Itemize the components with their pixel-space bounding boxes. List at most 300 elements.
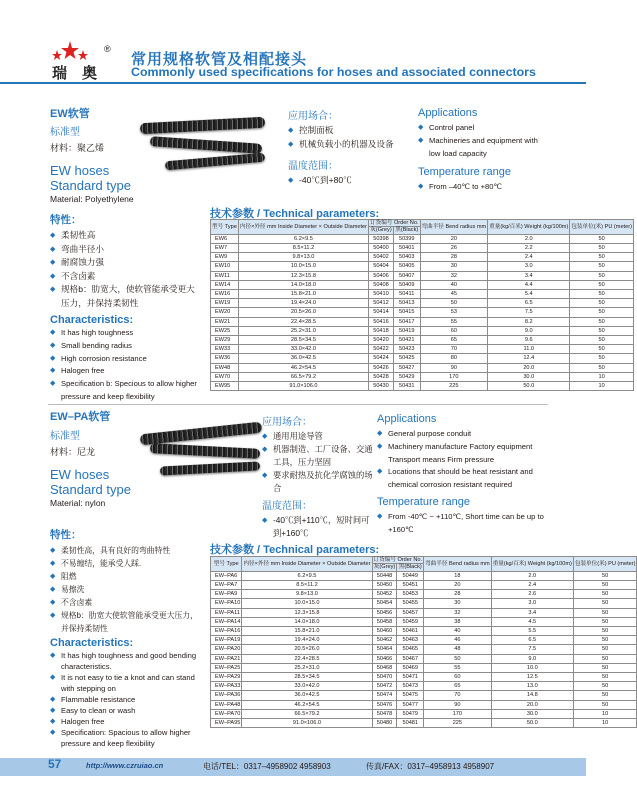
ew-features bbox=[50, 212, 200, 404]
table-cell: 8.2 bbox=[488, 317, 570, 326]
col-diameter: 内径×外径 mm Inside Diameter × Outside Diameter bbox=[238, 220, 368, 235]
section-divider bbox=[48, 404, 548, 405]
logo-char-2: 奥 bbox=[82, 64, 98, 82]
ew-app-cn-list bbox=[288, 124, 418, 151]
table-cell: 50 bbox=[573, 608, 637, 617]
ewpa-app-en-title: Applications bbox=[377, 413, 437, 425]
ew-temp-cn-list bbox=[288, 174, 418, 188]
table-cell: 55 bbox=[420, 317, 488, 326]
table-row bbox=[211, 590, 637, 599]
table-cell: EW95 bbox=[211, 382, 239, 391]
ewpa-temp-cn-list bbox=[262, 514, 374, 540]
table-cell: 5.5 bbox=[491, 627, 573, 636]
table-cell: 50 bbox=[570, 299, 634, 308]
table-cell: 50417 bbox=[393, 317, 420, 326]
table-cell: 50 bbox=[573, 663, 637, 672]
table-cell: EW–PA19 bbox=[211, 636, 242, 645]
table-cell: 50450 bbox=[372, 581, 397, 590]
table-cell: 3.0 bbox=[491, 599, 573, 608]
table-cell: 50401 bbox=[393, 244, 420, 253]
table-cell: 10.0×15.0 bbox=[242, 599, 372, 608]
table-cell: 10 bbox=[573, 719, 637, 728]
table-cell: 50 bbox=[570, 317, 634, 326]
registered-mark: ® bbox=[104, 44, 111, 54]
list-item: ◆ Specification b: Specious to allow higher pressure and keep flexibility bbox=[50, 378, 200, 404]
ewpa-features-cn-list bbox=[50, 544, 200, 635]
table-cell: 36.0×42.5 bbox=[238, 354, 368, 363]
list-item: ◆ 规格b：肋宽大使软管能承受更大压力，并保持柔韧性 bbox=[50, 609, 200, 635]
table-cell: 6.2×9.5 bbox=[242, 571, 372, 580]
table-row bbox=[211, 363, 634, 372]
table-row bbox=[211, 709, 637, 718]
table-cell: 30 bbox=[424, 599, 492, 608]
table-row bbox=[211, 345, 634, 354]
table-cell: 50407 bbox=[393, 271, 420, 280]
page-title-cn: 常用规格软管及相配接头 bbox=[131, 51, 308, 68]
table-cell: 70 bbox=[424, 691, 492, 700]
table-cell: 50 bbox=[570, 244, 634, 253]
table-cell: 12.3×15.8 bbox=[242, 608, 372, 617]
list-item: ◆ 控制面板 bbox=[288, 124, 418, 138]
ewpa-table-title: 技术参数 / Technical parameters: bbox=[210, 544, 380, 556]
table-cell: 90 bbox=[420, 363, 488, 372]
table-cell: 12.3×15.8 bbox=[238, 271, 368, 280]
table-cell: 50 bbox=[573, 571, 637, 580]
company-logo bbox=[22, 40, 117, 88]
table-cell: 3.4 bbox=[491, 608, 573, 617]
table-row bbox=[211, 299, 634, 308]
table-row bbox=[211, 336, 634, 345]
table-row bbox=[211, 617, 637, 626]
ew-table-body bbox=[211, 234, 634, 390]
ew-spec-table bbox=[210, 219, 634, 391]
table-cell: EW–PA14 bbox=[211, 617, 242, 626]
ew-material-cn: 材料：聚乙烯 bbox=[50, 143, 105, 153]
table-cell: 50411 bbox=[393, 290, 420, 299]
table-cell: 50459 bbox=[397, 617, 424, 626]
table-cell: 55 bbox=[424, 663, 492, 672]
table-row bbox=[211, 271, 634, 280]
table-cell: 50 bbox=[573, 581, 637, 590]
table-cell: 46.2×54.5 bbox=[238, 363, 368, 372]
list-item: ◆ Locations that should be heat resistant and chemical corrosion resistant required bbox=[377, 466, 547, 492]
table-cell: 50399 bbox=[393, 234, 420, 243]
table-row bbox=[211, 700, 637, 709]
table-cell: 7.5 bbox=[491, 645, 573, 654]
table-cell: 50452 bbox=[372, 590, 397, 599]
table-row bbox=[211, 663, 637, 672]
table-cell: EW6 bbox=[211, 234, 239, 243]
table-cell: EW–PA48 bbox=[211, 700, 242, 709]
ew-app-en-list bbox=[418, 122, 548, 160]
table-cell: 65 bbox=[424, 682, 492, 691]
table-cell: 45 bbox=[420, 290, 488, 299]
table-cell: 10 bbox=[570, 382, 634, 391]
table-row bbox=[211, 290, 634, 299]
table-cell: 50 bbox=[573, 654, 637, 663]
ewpa-spec-table bbox=[210, 556, 637, 728]
table-cell: 3.4 bbox=[488, 271, 570, 280]
table-cell: 6.5 bbox=[491, 636, 573, 645]
page-title-en: Commonly used specifications for hoses and associated connectors bbox=[131, 65, 536, 79]
col-bend: 弯曲半径 Bend radius mm bbox=[420, 220, 488, 235]
table-row bbox=[211, 627, 637, 636]
table-cell: 50475 bbox=[397, 691, 424, 700]
ewpa-temp-cn-title: 温度范围： bbox=[262, 501, 312, 512]
table-row bbox=[211, 262, 634, 271]
list-item: ◆ Specification: Spacious to allow higher pressure and keep flexibility bbox=[50, 727, 200, 749]
table-cell: EW20 bbox=[211, 308, 239, 317]
table-cell: 50 bbox=[570, 336, 634, 345]
table-cell: 50468 bbox=[372, 663, 397, 672]
ew-applications-en bbox=[418, 107, 548, 194]
table-cell: 50409 bbox=[393, 280, 420, 289]
table-cell: 50480 bbox=[372, 719, 397, 728]
table-cell: EW–PA25 bbox=[211, 663, 242, 672]
table-row bbox=[211, 682, 637, 691]
table-cell: 50449 bbox=[397, 571, 424, 580]
table-cell: EW–PA6 bbox=[211, 571, 242, 580]
table-cell: 50 bbox=[573, 590, 637, 599]
ewpa-features-cn-title: 特性： bbox=[50, 529, 82, 541]
table-cell: 50451 bbox=[397, 581, 424, 590]
table-cell: 170 bbox=[420, 372, 488, 381]
table-cell: EW–PA16 bbox=[211, 627, 242, 636]
table-cell: 50424 bbox=[369, 354, 394, 363]
col-type: 型号 Type bbox=[211, 557, 242, 572]
table-cell: 50427 bbox=[393, 363, 420, 372]
table-cell: 2.2 bbox=[488, 244, 570, 253]
table-cell: 50472 bbox=[372, 682, 397, 691]
table-cell: EW–PA7 bbox=[211, 581, 242, 590]
list-item: ◆ 耐腐蚀力强 bbox=[50, 256, 200, 270]
table-row bbox=[211, 571, 637, 580]
table-cell: 9.8×13.0 bbox=[242, 590, 372, 599]
ew-type-en: Standard type bbox=[50, 178, 131, 193]
table-cell: 50 bbox=[570, 262, 634, 271]
table-cell: 90 bbox=[424, 700, 492, 709]
header-divider bbox=[0, 82, 586, 84]
list-item: ◆ 柔韧性高 bbox=[50, 229, 200, 243]
table-cell: 50402 bbox=[369, 253, 394, 262]
ewpa-app-en-list bbox=[377, 428, 547, 492]
table-cell: 91.0×106.0 bbox=[238, 382, 368, 391]
table-row bbox=[211, 382, 634, 391]
table-cell: EW–PA9 bbox=[211, 590, 242, 599]
col-pu: 包装单位(米) PU (meter) bbox=[573, 557, 637, 572]
table-cell: 10.0 bbox=[491, 663, 573, 672]
table-cell: 2.6 bbox=[491, 590, 573, 599]
ewpa-app-cn-title: 应用场合： bbox=[262, 417, 312, 428]
table-row bbox=[211, 636, 637, 645]
table-row bbox=[211, 599, 637, 608]
table-cell: 50 bbox=[570, 326, 634, 335]
table-cell: 10 bbox=[573, 709, 637, 718]
list-item: ◆ General purpose conduit bbox=[377, 428, 547, 441]
table-cell: 38 bbox=[424, 617, 492, 626]
table-row bbox=[211, 691, 637, 700]
list-item: ◆ 阻燃 bbox=[50, 570, 200, 583]
table-cell: 50471 bbox=[397, 673, 424, 682]
ew-features-cn-list bbox=[50, 229, 200, 310]
list-item: ◆ 不易缠结，能承受人踩. bbox=[50, 557, 200, 570]
table-cell: 50 bbox=[570, 363, 634, 372]
list-item: ◆ -40℃到+80℃ bbox=[288, 174, 418, 188]
table-cell: 6.5 bbox=[488, 299, 570, 308]
table-cell: EW48 bbox=[211, 363, 239, 372]
table-row bbox=[211, 372, 634, 381]
col-bend: 弯曲半径 Bend radius mm bbox=[424, 557, 492, 572]
table-cell: 15.8×21.0 bbox=[238, 290, 368, 299]
table-cell: 50476 bbox=[372, 700, 397, 709]
table-cell: 50456 bbox=[372, 608, 397, 617]
table-cell: 25.2×31.0 bbox=[238, 326, 368, 335]
table-cell: 4.4 bbox=[488, 280, 570, 289]
table-cell: 50405 bbox=[393, 262, 420, 271]
col-diameter: 内径×外径 mm Inside Diameter × Outside Diameter bbox=[242, 557, 372, 572]
ewpa-name-en: EW hoses bbox=[50, 467, 110, 482]
table-cell: 50400 bbox=[369, 244, 394, 253]
table-cell: 48 bbox=[424, 645, 492, 654]
table-cell: 50 bbox=[570, 308, 634, 317]
ew-temp-en-list bbox=[418, 181, 548, 194]
table-cell: 20.5×26.0 bbox=[238, 308, 368, 317]
table-cell: 8.5×11.2 bbox=[242, 581, 372, 590]
table-cell: 50473 bbox=[397, 682, 424, 691]
table-cell: EW11 bbox=[211, 271, 239, 280]
col-black: 黑(Black) bbox=[398, 564, 422, 571]
table-cell: 50 bbox=[573, 617, 637, 626]
table-cell: EW14 bbox=[211, 280, 239, 289]
list-item: ◆ 弯曲半径小 bbox=[50, 243, 200, 257]
table-header-row bbox=[211, 557, 637, 564]
table-row bbox=[211, 317, 634, 326]
table-cell: EW–PA11 bbox=[211, 608, 242, 617]
ew-applications-cn bbox=[288, 107, 418, 188]
ewpa-material-cn: 材料：尼龙 bbox=[50, 447, 96, 457]
table-cell: EW16 bbox=[211, 290, 239, 299]
ewpa-features bbox=[50, 527, 200, 749]
list-item: ◆ From -40℃ ~ +110℃, Short time can be up to +160℃ bbox=[377, 511, 547, 537]
col-black: 黑(Black) bbox=[395, 227, 419, 234]
table-cell: EW–PA10 bbox=[211, 599, 242, 608]
table-cell: 50.0 bbox=[491, 719, 573, 728]
table-row bbox=[211, 581, 637, 590]
table-cell: 50 bbox=[573, 673, 637, 682]
ew-table-title: 技术参数 / Technical parameters: bbox=[210, 208, 380, 220]
list-item: ◆ Halogen free bbox=[50, 365, 200, 378]
ewpa-applications-en bbox=[377, 413, 547, 537]
col-weight: 重量(kg/百米) Weight (kg/100m) bbox=[491, 557, 573, 572]
table-cell: 46 bbox=[424, 636, 492, 645]
table-cell: 9.8×13.0 bbox=[238, 253, 368, 262]
list-item: ◆ It has high toughness bbox=[50, 327, 200, 340]
table-cell: 10 bbox=[570, 372, 634, 381]
table-cell: 50419 bbox=[393, 326, 420, 335]
table-cell: 50431 bbox=[393, 382, 420, 391]
list-item: ◆ 机械负载小的机器及设备 bbox=[288, 138, 418, 152]
table-cell: 53 bbox=[420, 308, 488, 317]
table-cell: 50454 bbox=[372, 599, 397, 608]
col-pu: 包装单位(米) PU (meter) bbox=[570, 220, 634, 235]
table-cell: 50422 bbox=[369, 345, 394, 354]
table-cell: 20.0 bbox=[488, 363, 570, 372]
table-row bbox=[211, 673, 637, 682]
table-cell: 50425 bbox=[393, 354, 420, 363]
table-cell: 9.0 bbox=[491, 654, 573, 663]
table-cell: EW33 bbox=[211, 345, 239, 354]
table-cell: 50469 bbox=[397, 663, 424, 672]
ewpa-type-cn: 标准型 bbox=[50, 431, 80, 442]
table-cell: EW–PA21 bbox=[211, 654, 242, 663]
table-cell: 50403 bbox=[393, 253, 420, 262]
table-cell: 40 bbox=[424, 627, 492, 636]
table-row bbox=[211, 234, 634, 243]
ew-material-en: Material: Polyethylene bbox=[50, 194, 134, 204]
table-cell: EW36 bbox=[211, 354, 239, 363]
ew-name-cn: EW软管 bbox=[50, 108, 90, 120]
table-cell: 33.0×42.0 bbox=[242, 682, 372, 691]
table-row bbox=[211, 326, 634, 335]
col-grey: 灰(Grey) bbox=[373, 564, 396, 571]
table-cell: 50415 bbox=[393, 308, 420, 317]
table-cell: 50413 bbox=[393, 299, 420, 308]
table-cell: 50426 bbox=[369, 363, 394, 372]
ew-app-en-title: Applications bbox=[418, 107, 478, 119]
table-cell: 30.0 bbox=[488, 372, 570, 381]
table-cell: 50412 bbox=[369, 299, 394, 308]
table-cell: EW–PA95 bbox=[211, 719, 242, 728]
list-item: ◆ Machineries and equipment with low load capacity bbox=[418, 135, 548, 161]
table-cell: 22.4×28.5 bbox=[238, 317, 368, 326]
table-cell: 50470 bbox=[372, 673, 397, 682]
ewpa-intro bbox=[50, 408, 200, 508]
table-cell: 28 bbox=[424, 590, 492, 599]
table-row bbox=[211, 719, 637, 728]
col-order: 订货编号 Order No. bbox=[373, 557, 423, 563]
col-grey: 灰(Grey) bbox=[370, 227, 392, 234]
list-item: ◆ High corrosion resistance bbox=[50, 353, 200, 366]
table-cell: 20 bbox=[420, 234, 488, 243]
table-cell: 50 bbox=[570, 354, 634, 363]
table-cell: 50481 bbox=[397, 719, 424, 728]
ewpa-temp-en-title: Temperature range bbox=[377, 495, 470, 508]
list-item: ◆ Halogen free bbox=[50, 716, 200, 727]
list-item: ◆ Machinery manufacture Factory equipment Transport means Firm pressure bbox=[377, 441, 547, 467]
list-item: ◆ -40℃到+110℃，短时间可到+160℃ bbox=[262, 514, 374, 540]
table-cell: 50465 bbox=[397, 645, 424, 654]
table-cell: 50 bbox=[573, 627, 637, 636]
table-cell: 40 bbox=[420, 280, 488, 289]
table-cell: 50408 bbox=[369, 280, 394, 289]
footer-fax: 传真/FAX：0317–4958913 4958907 bbox=[366, 762, 495, 771]
table-cell: 9.0 bbox=[488, 326, 570, 335]
table-cell: 50467 bbox=[397, 654, 424, 663]
table-cell: 50404 bbox=[369, 262, 394, 271]
table-row bbox=[211, 253, 634, 262]
table-cell: 50 bbox=[573, 645, 637, 654]
table-cell: 2.0 bbox=[491, 571, 573, 580]
table-cell: 50 bbox=[573, 691, 637, 700]
table-cell: 225 bbox=[420, 382, 488, 391]
table-cell: 50423 bbox=[393, 345, 420, 354]
table-row bbox=[211, 354, 634, 363]
ew-intro bbox=[50, 105, 200, 204]
table-cell: 28.5×34.5 bbox=[238, 336, 368, 345]
ewpa-type-en: Standard type bbox=[50, 482, 131, 497]
list-item: ◆ Easy to clean or wash bbox=[50, 705, 200, 716]
table-cell: 60 bbox=[424, 673, 492, 682]
list-item: ◆ 不含卤素 bbox=[50, 270, 200, 284]
ew-features-en-list bbox=[50, 327, 200, 404]
table-cell: 50477 bbox=[397, 700, 424, 709]
ewpa-app-cn-list bbox=[262, 430, 374, 495]
table-row bbox=[211, 608, 637, 617]
table-cell: 70 bbox=[420, 345, 488, 354]
table-cell: 50 bbox=[570, 234, 634, 243]
table-cell: EW–PA70 bbox=[211, 709, 242, 718]
table-cell: 12.5 bbox=[491, 673, 573, 682]
table-cell: 50448 bbox=[372, 571, 397, 580]
table-cell: 30.0 bbox=[491, 709, 573, 718]
table-cell: 65 bbox=[420, 336, 488, 345]
table-cell: 50474 bbox=[372, 691, 397, 700]
table-cell: 225 bbox=[424, 719, 492, 728]
table-cell: 13.0 bbox=[491, 682, 573, 691]
list-item: ◆ Flammable resistance bbox=[50, 694, 200, 705]
table-cell: 3.0 bbox=[488, 262, 570, 271]
table-cell: 20.0 bbox=[491, 700, 573, 709]
ew-features-en-title: Characteristics: bbox=[50, 314, 134, 326]
table-cell: 4.5 bbox=[491, 617, 573, 626]
table-cell: 50455 bbox=[397, 599, 424, 608]
table-cell: 20 bbox=[424, 581, 492, 590]
table-cell: 50 bbox=[573, 682, 637, 691]
list-item: ◆ 要求耐热及抗化学腐蚀的场合 bbox=[262, 469, 374, 495]
table-cell: 22.4×28.5 bbox=[242, 654, 372, 663]
ew-features-cn-title: 特性： bbox=[50, 214, 82, 226]
table-cell: 15.8×21.0 bbox=[242, 627, 372, 636]
table-cell: 50453 bbox=[397, 590, 424, 599]
table-cell: 14.0×18.0 bbox=[238, 280, 368, 289]
table-cell: 50 bbox=[570, 271, 634, 280]
table-cell: EW–PA29 bbox=[211, 673, 242, 682]
table-cell: 50 bbox=[570, 345, 634, 354]
ew-type-cn: 标准型 bbox=[50, 127, 80, 138]
table-row bbox=[211, 654, 637, 663]
table-cell: EW29 bbox=[211, 336, 239, 345]
ewpa-table-body bbox=[211, 571, 637, 727]
table-cell: 2.4 bbox=[491, 581, 573, 590]
list-item: ◆ From –40℃ to +80℃ bbox=[418, 181, 548, 194]
ewpa-name-cn: EW–PA软管 bbox=[50, 411, 111, 423]
table-cell: 50.0 bbox=[488, 382, 570, 391]
footer-url[interactable]: http://www.czruiao.cn bbox=[86, 761, 164, 770]
table-cell: EW9 bbox=[211, 253, 239, 262]
table-cell: 50464 bbox=[372, 645, 397, 654]
table-cell: 50466 bbox=[372, 654, 397, 663]
table-cell: 50 bbox=[573, 599, 637, 608]
table-cell: 50 bbox=[570, 253, 634, 262]
table-cell: 170 bbox=[424, 709, 492, 718]
table-cell: 14.0×18.0 bbox=[242, 617, 372, 626]
ew-temp-cn-title: 温度范围： bbox=[288, 161, 338, 172]
table-cell: 36.0×42.5 bbox=[242, 691, 372, 700]
table-cell: 50416 bbox=[369, 317, 394, 326]
table-cell: 32 bbox=[420, 271, 488, 280]
logo-char-1: 瑞 bbox=[52, 64, 68, 82]
table-cell: 25.2×31.0 bbox=[242, 663, 372, 672]
